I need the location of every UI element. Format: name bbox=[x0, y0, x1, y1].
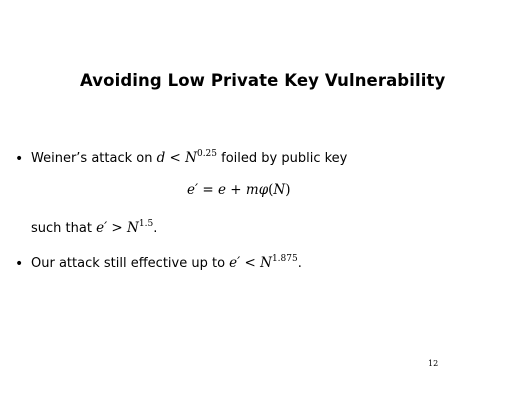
eq-equals: = bbox=[198, 182, 218, 198]
math-op: < bbox=[165, 150, 186, 166]
math-base: N bbox=[127, 220, 139, 236]
bullet-1 bbox=[31, 150, 347, 166]
bullet-2 bbox=[31, 255, 302, 271]
slide-title: Avoiding Low Private Key Vulnerability bbox=[80, 71, 446, 90]
math-exponent: 0.25 bbox=[196, 149, 218, 159]
bullet-2-text-after: . bbox=[297, 256, 302, 271]
math-base: N bbox=[260, 255, 272, 271]
math-op: < bbox=[240, 255, 261, 271]
eq-lhs: e′ bbox=[187, 182, 199, 198]
eq-plus: + bbox=[225, 182, 246, 198]
bullet-1-text-after: foiled by public key bbox=[217, 151, 348, 166]
bullet-2-math bbox=[229, 255, 298, 271]
continuation-text-before: such that bbox=[31, 221, 97, 236]
bullet-2-text-before: Our attack still effective up to bbox=[31, 256, 230, 271]
math-var: e′ bbox=[229, 255, 241, 271]
bullet-1-math bbox=[157, 150, 217, 166]
math-var: e′ bbox=[96, 220, 108, 236]
display-equation bbox=[187, 182, 291, 198]
bullet-marker: • bbox=[15, 151, 24, 167]
eq-phi: φ bbox=[258, 182, 269, 198]
page-number: 12 bbox=[428, 359, 439, 368]
eq-N: N bbox=[273, 182, 286, 198]
math-exponent: 1.875 bbox=[271, 254, 298, 264]
math-base: N bbox=[185, 150, 197, 166]
bullet-marker: • bbox=[15, 256, 24, 272]
eq-close-paren: ) bbox=[285, 182, 291, 198]
math-op: > bbox=[107, 220, 128, 236]
continuation-text-after: . bbox=[153, 221, 158, 236]
continuation-line bbox=[31, 220, 157, 236]
math-exponent: 1.5 bbox=[138, 219, 154, 229]
bullet-1-text-before: Weiner’s attack on bbox=[31, 151, 157, 166]
eq-e: e bbox=[217, 182, 226, 198]
eq-open-paren: ( bbox=[268, 182, 274, 198]
eq-m: m bbox=[245, 182, 259, 198]
math-var: d bbox=[156, 150, 166, 166]
continuation-math bbox=[96, 220, 153, 236]
